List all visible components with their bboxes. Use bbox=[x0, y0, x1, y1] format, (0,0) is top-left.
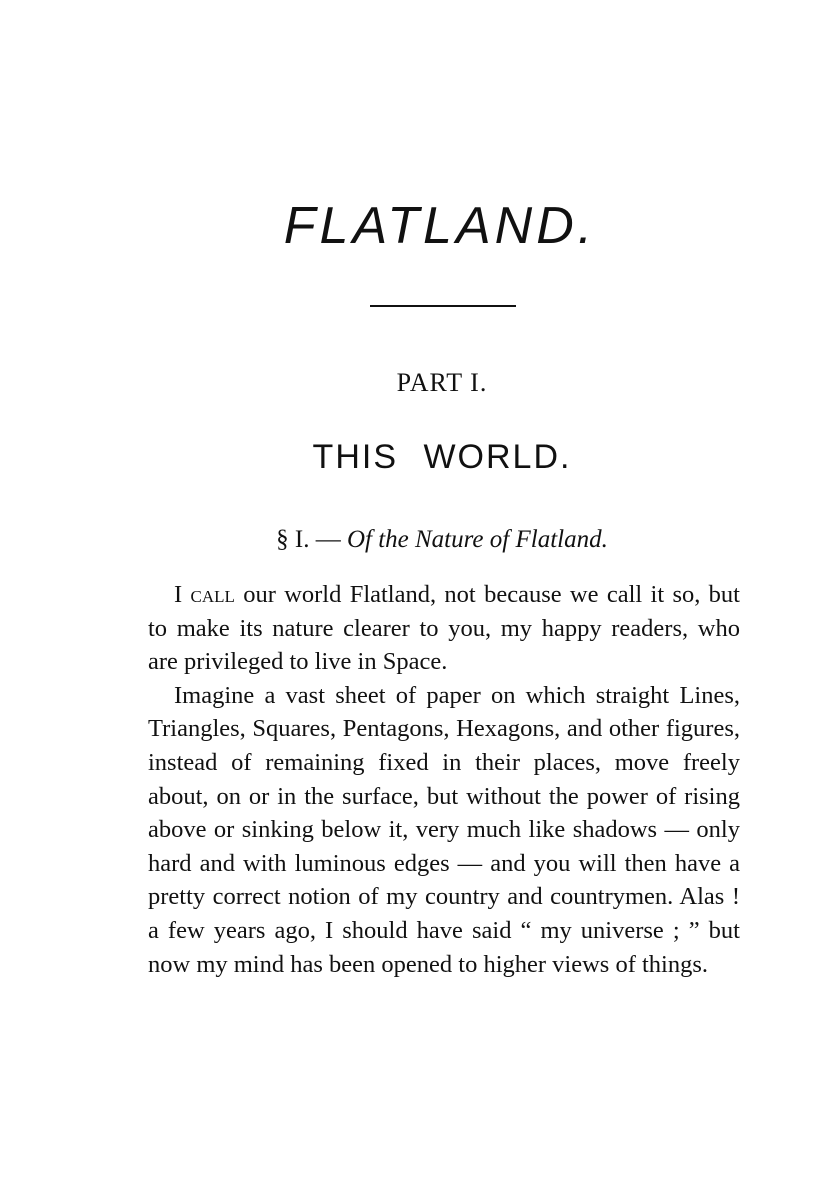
part-label: PART I. bbox=[396, 368, 488, 397]
paragraph-smallcaps-word: call bbox=[190, 581, 235, 608]
paragraph-text: Imagine a vast sheet of paper on which straight Lines, Triangles, Squares, Pentagons, Hexagons, and other figures, instead of remaining fixed in their places, move freely about, on or in the surface, but without the power of rising above or sinking below it, very much like shadows — only hard and with luminous edges — and you will then have a pretty correct notion of my country and countrymen. Alas ! a few years ago, I should have said “ my universe ; ” but now my mind has been opened to higher views of things. bbox=[148, 681, 740, 978]
section-symbol: § bbox=[276, 526, 289, 553]
section-number: I. bbox=[294, 526, 310, 553]
section-title: Of the Nature of Flatland. bbox=[346, 526, 608, 553]
paragraph-text: our world Flatland, not because we call it so, but to make its nature clearer to you, my happy readers, who are privileged to live in Space. bbox=[148, 581, 740, 676]
section-heading bbox=[0, 526, 840, 554]
body-text bbox=[148, 578, 740, 981]
title-divider bbox=[370, 305, 516, 307]
section-dash: — bbox=[315, 526, 341, 553]
book-title: FLATLAND. bbox=[283, 197, 597, 255]
paragraph-lead: I bbox=[174, 581, 191, 608]
part-title: THIS WORLD. bbox=[312, 438, 572, 476]
paragraph bbox=[148, 578, 740, 679]
paragraph bbox=[148, 679, 740, 981]
